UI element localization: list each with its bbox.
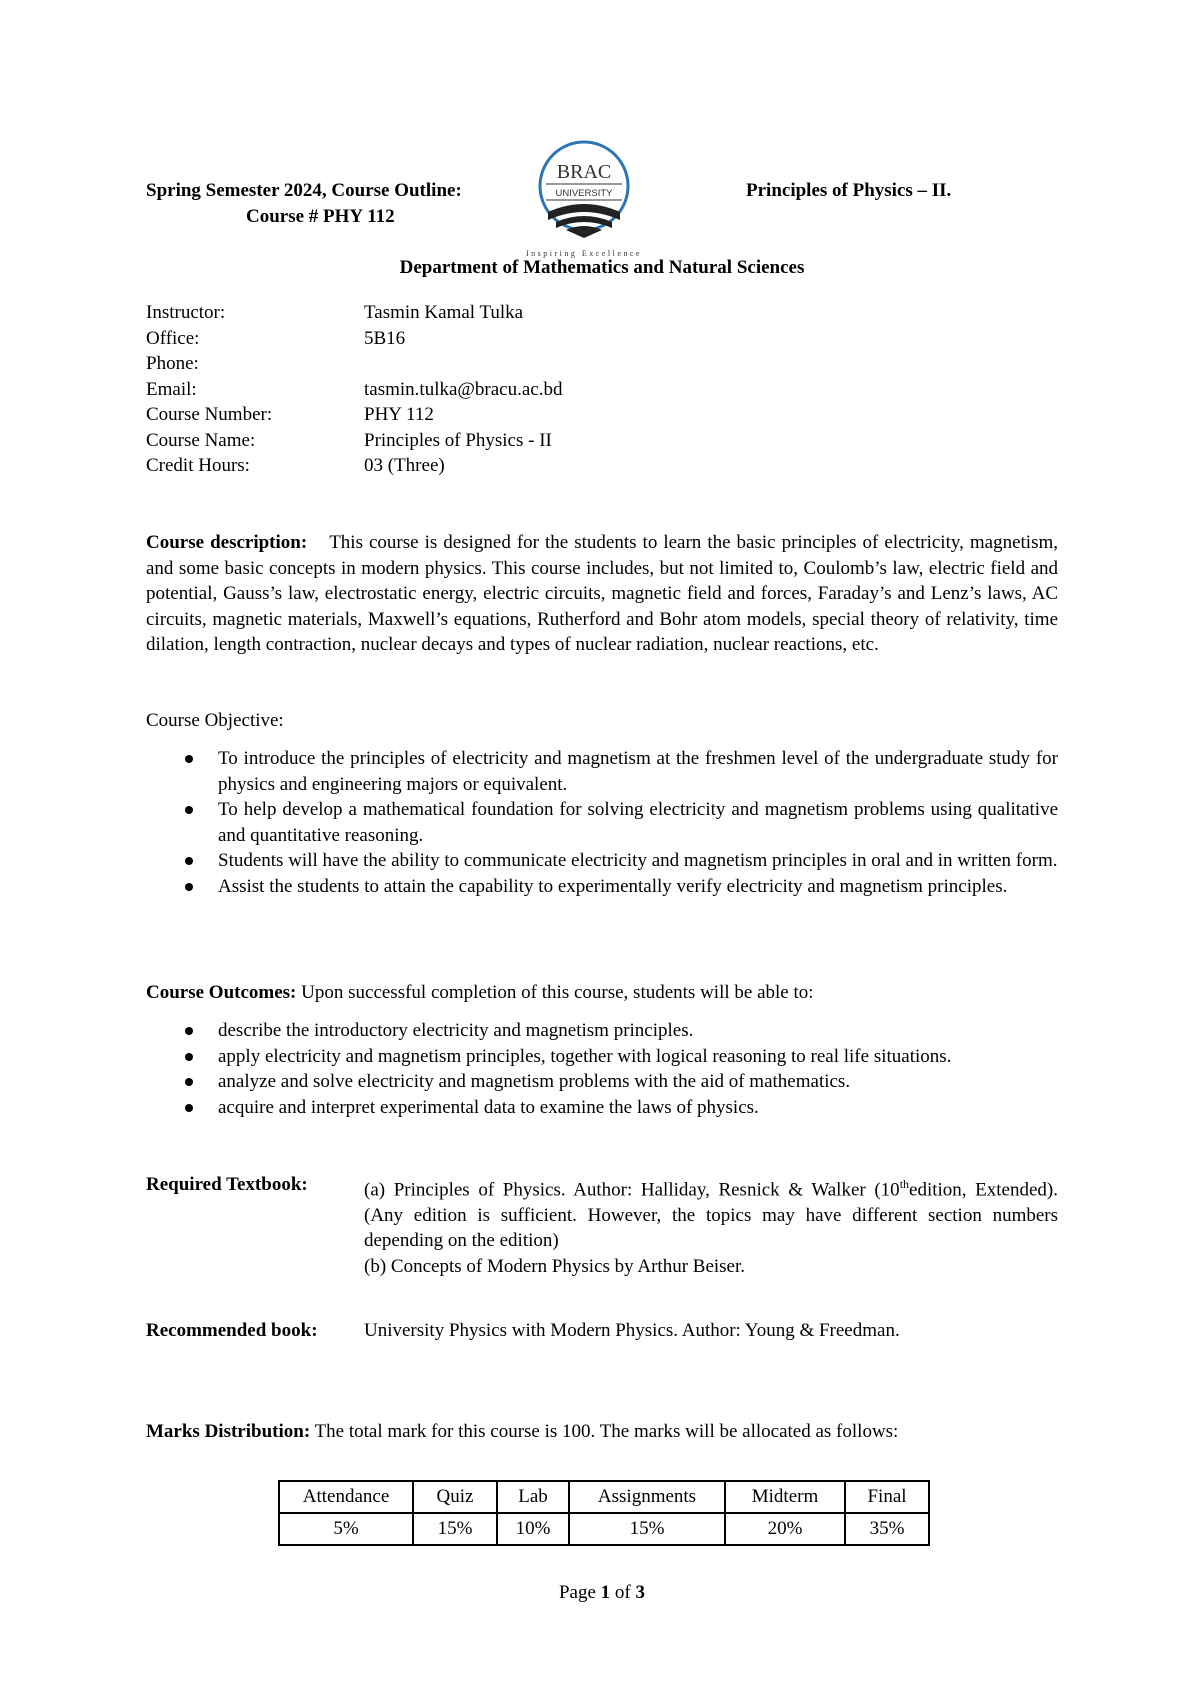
- textbook-a-post: edition, Extended). (Any edition is sufficient. However, the topics may have different section numbers depending on the edition): [364, 1179, 1059, 1252]
- outcome-item: describe the introductory electricity and magnetism principles.: [146, 1018, 1058, 1044]
- course-code-line: Course # PHY 112: [246, 206, 395, 227]
- required-textbook-label: Required Textbook:: [146, 1174, 308, 1195]
- required-textbook-details: [364, 1172, 1058, 1279]
- objective-item: To introduce the principles of electricity and magnetism at the freshmen level of the undergraduate study for physics and engineering majors or equivalent.: [146, 746, 1058, 797]
- info-label: Email:: [146, 378, 197, 400]
- marks-header-cell: Assignments: [569, 1481, 725, 1513]
- info-label: Course Name:: [146, 429, 256, 451]
- marks-distribution-label: Marks Distribution:: [146, 1421, 311, 1442]
- marks-header-cell: Quiz: [413, 1481, 497, 1513]
- info-row-email: [146, 377, 562, 403]
- logo-tagline: Inspiring Excellence: [526, 249, 642, 258]
- outcome-item: acquire and interpret experimental data to examine the laws of physics.: [146, 1095, 1058, 1121]
- recommended-book-label: Recommended book:: [146, 1320, 318, 1341]
- marks-header-cell: Attendance: [279, 1481, 413, 1513]
- logo-text-bottom: UNIVERSITY: [555, 188, 613, 199]
- marks-header-cell: Lab: [497, 1481, 569, 1513]
- page-number-pre: Page: [558, 1582, 601, 1603]
- department-name: Department of Mathematics and Natural Sciences: [399, 257, 805, 278]
- course-outcomes-list: [146, 1018, 1058, 1120]
- marks-distribution: [146, 1419, 1058, 1445]
- recommended-book-text: University Physics with Modern Physics. Author: Young & Freedman.: [364, 1320, 900, 1341]
- textbook-a-sup: th: [899, 1177, 910, 1191]
- marks-header-cell: Midterm: [725, 1481, 845, 1513]
- marks-value-row: [279, 1513, 929, 1545]
- course-title: Principles of Physics – II.: [746, 180, 952, 201]
- marks-distribution-text: The total mark for this course is 100. The marks will be allocated as follows:: [314, 1421, 899, 1442]
- info-value: PHY 112: [364, 404, 434, 425]
- recommended-book: [146, 1318, 1058, 1344]
- marks-value-cell: 20%: [725, 1513, 845, 1545]
- page-number-mid: of: [610, 1582, 636, 1603]
- textbook-a-pre: (a) Principles of Physics. Author: Halliday, Resnick & Walker (10: [364, 1179, 900, 1201]
- info-row-credit-hours: [146, 453, 562, 479]
- brac-university-logo: [526, 140, 696, 260]
- required-textbook: [146, 1172, 1058, 1279]
- marks-value-cell: 15%: [413, 1513, 497, 1545]
- page-number: [146, 1580, 1058, 1606]
- marks-table: [278, 1480, 930, 1546]
- objective-item: Assist the students to attain the capability to experimentally verify electricity and magnetism principles.: [146, 874, 1058, 900]
- marks-header-cell: Final: [845, 1481, 929, 1513]
- course-outcomes-intro: Upon successful completion of this course, students will be able to:: [301, 982, 814, 1003]
- course-outcomes-heading: Course Outcomes:: [146, 982, 297, 1003]
- info-value: 5B16: [364, 327, 406, 349]
- info-row-instructor: [146, 300, 562, 326]
- marks-value-cell: 35%: [845, 1513, 929, 1545]
- course-info: [146, 300, 562, 479]
- info-row-course-name: [146, 428, 562, 454]
- logo-text-top: BRAC: [556, 161, 612, 183]
- page-number-total: 3: [635, 1582, 645, 1603]
- marks-header-row: [279, 1481, 929, 1513]
- info-row-course-number: [146, 402, 562, 428]
- info-row-phone: [146, 351, 562, 377]
- info-value: Principles of Physics - II: [364, 429, 552, 451]
- course-objective-list: [146, 746, 1058, 899]
- course-description-text: This course is designed for the students to learn the basic principles of electricity, magnetism, and some basic concepts in modern physics. This course includes, but not limited to, Coulomb’s law, electric field and potential, Gauss’s law, electrostatic energy, electric circuits, magnetic field and forces, Faraday’s and Lenz’s laws, AC circuits, magnetic materials, Maxwell’s equations, Rutherford and Bohr atom models, special theory of relativity, time dilation, length contraction, nuclear decays and types of nuclear radiation, nuclear reactions, etc.: [146, 532, 1059, 655]
- objective-item: To help develop a mathematical foundation for solving electricity and magnetism problems using qualitative and quantitative reasoning.: [146, 797, 1058, 848]
- course-description-label: Course description:: [146, 532, 308, 553]
- textbook-a: [364, 1172, 1058, 1254]
- info-label: Course Number:: [146, 404, 273, 425]
- document-page: [146, 0, 1058, 1696]
- textbook-b: (b) Concepts of Modern Physics by Arthur Beiser.: [364, 1255, 746, 1277]
- outcome-item: apply electricity and magnetism principles, together with logical reasoning to real life situations.: [146, 1044, 1058, 1070]
- info-label: Office:: [146, 327, 200, 349]
- semester-title: Spring Semester 2024, Course Outline:: [146, 180, 462, 201]
- info-label: Credit Hours:: [146, 455, 250, 476]
- marks-value-cell: 5%: [279, 1513, 413, 1545]
- info-label: Phone:: [146, 353, 199, 374]
- outcome-item: analyze and solve electricity and magnetism problems with the aid of mathematics.: [146, 1069, 1058, 1095]
- marks-value-cell: 10%: [497, 1513, 569, 1545]
- marks-value-cell: 15%: [569, 1513, 725, 1545]
- info-value: tasmin.tulka@bracu.ac.bd: [364, 378, 563, 400]
- course-objective-heading: Course Objective:: [146, 710, 284, 731]
- course-outcomes: [146, 980, 1058, 1006]
- info-value: 03 (Three): [364, 455, 445, 476]
- objective-item: Students will have the ability to communicate electricity and magnetism principles in oral and in written form.: [146, 848, 1058, 874]
- info-value: Tasmin Kamal Tulka: [364, 302, 524, 323]
- page-number-current: 1: [600, 1582, 611, 1603]
- info-row-office: [146, 326, 562, 352]
- info-label: Instructor:: [146, 302, 226, 323]
- course-description: [146, 530, 1058, 658]
